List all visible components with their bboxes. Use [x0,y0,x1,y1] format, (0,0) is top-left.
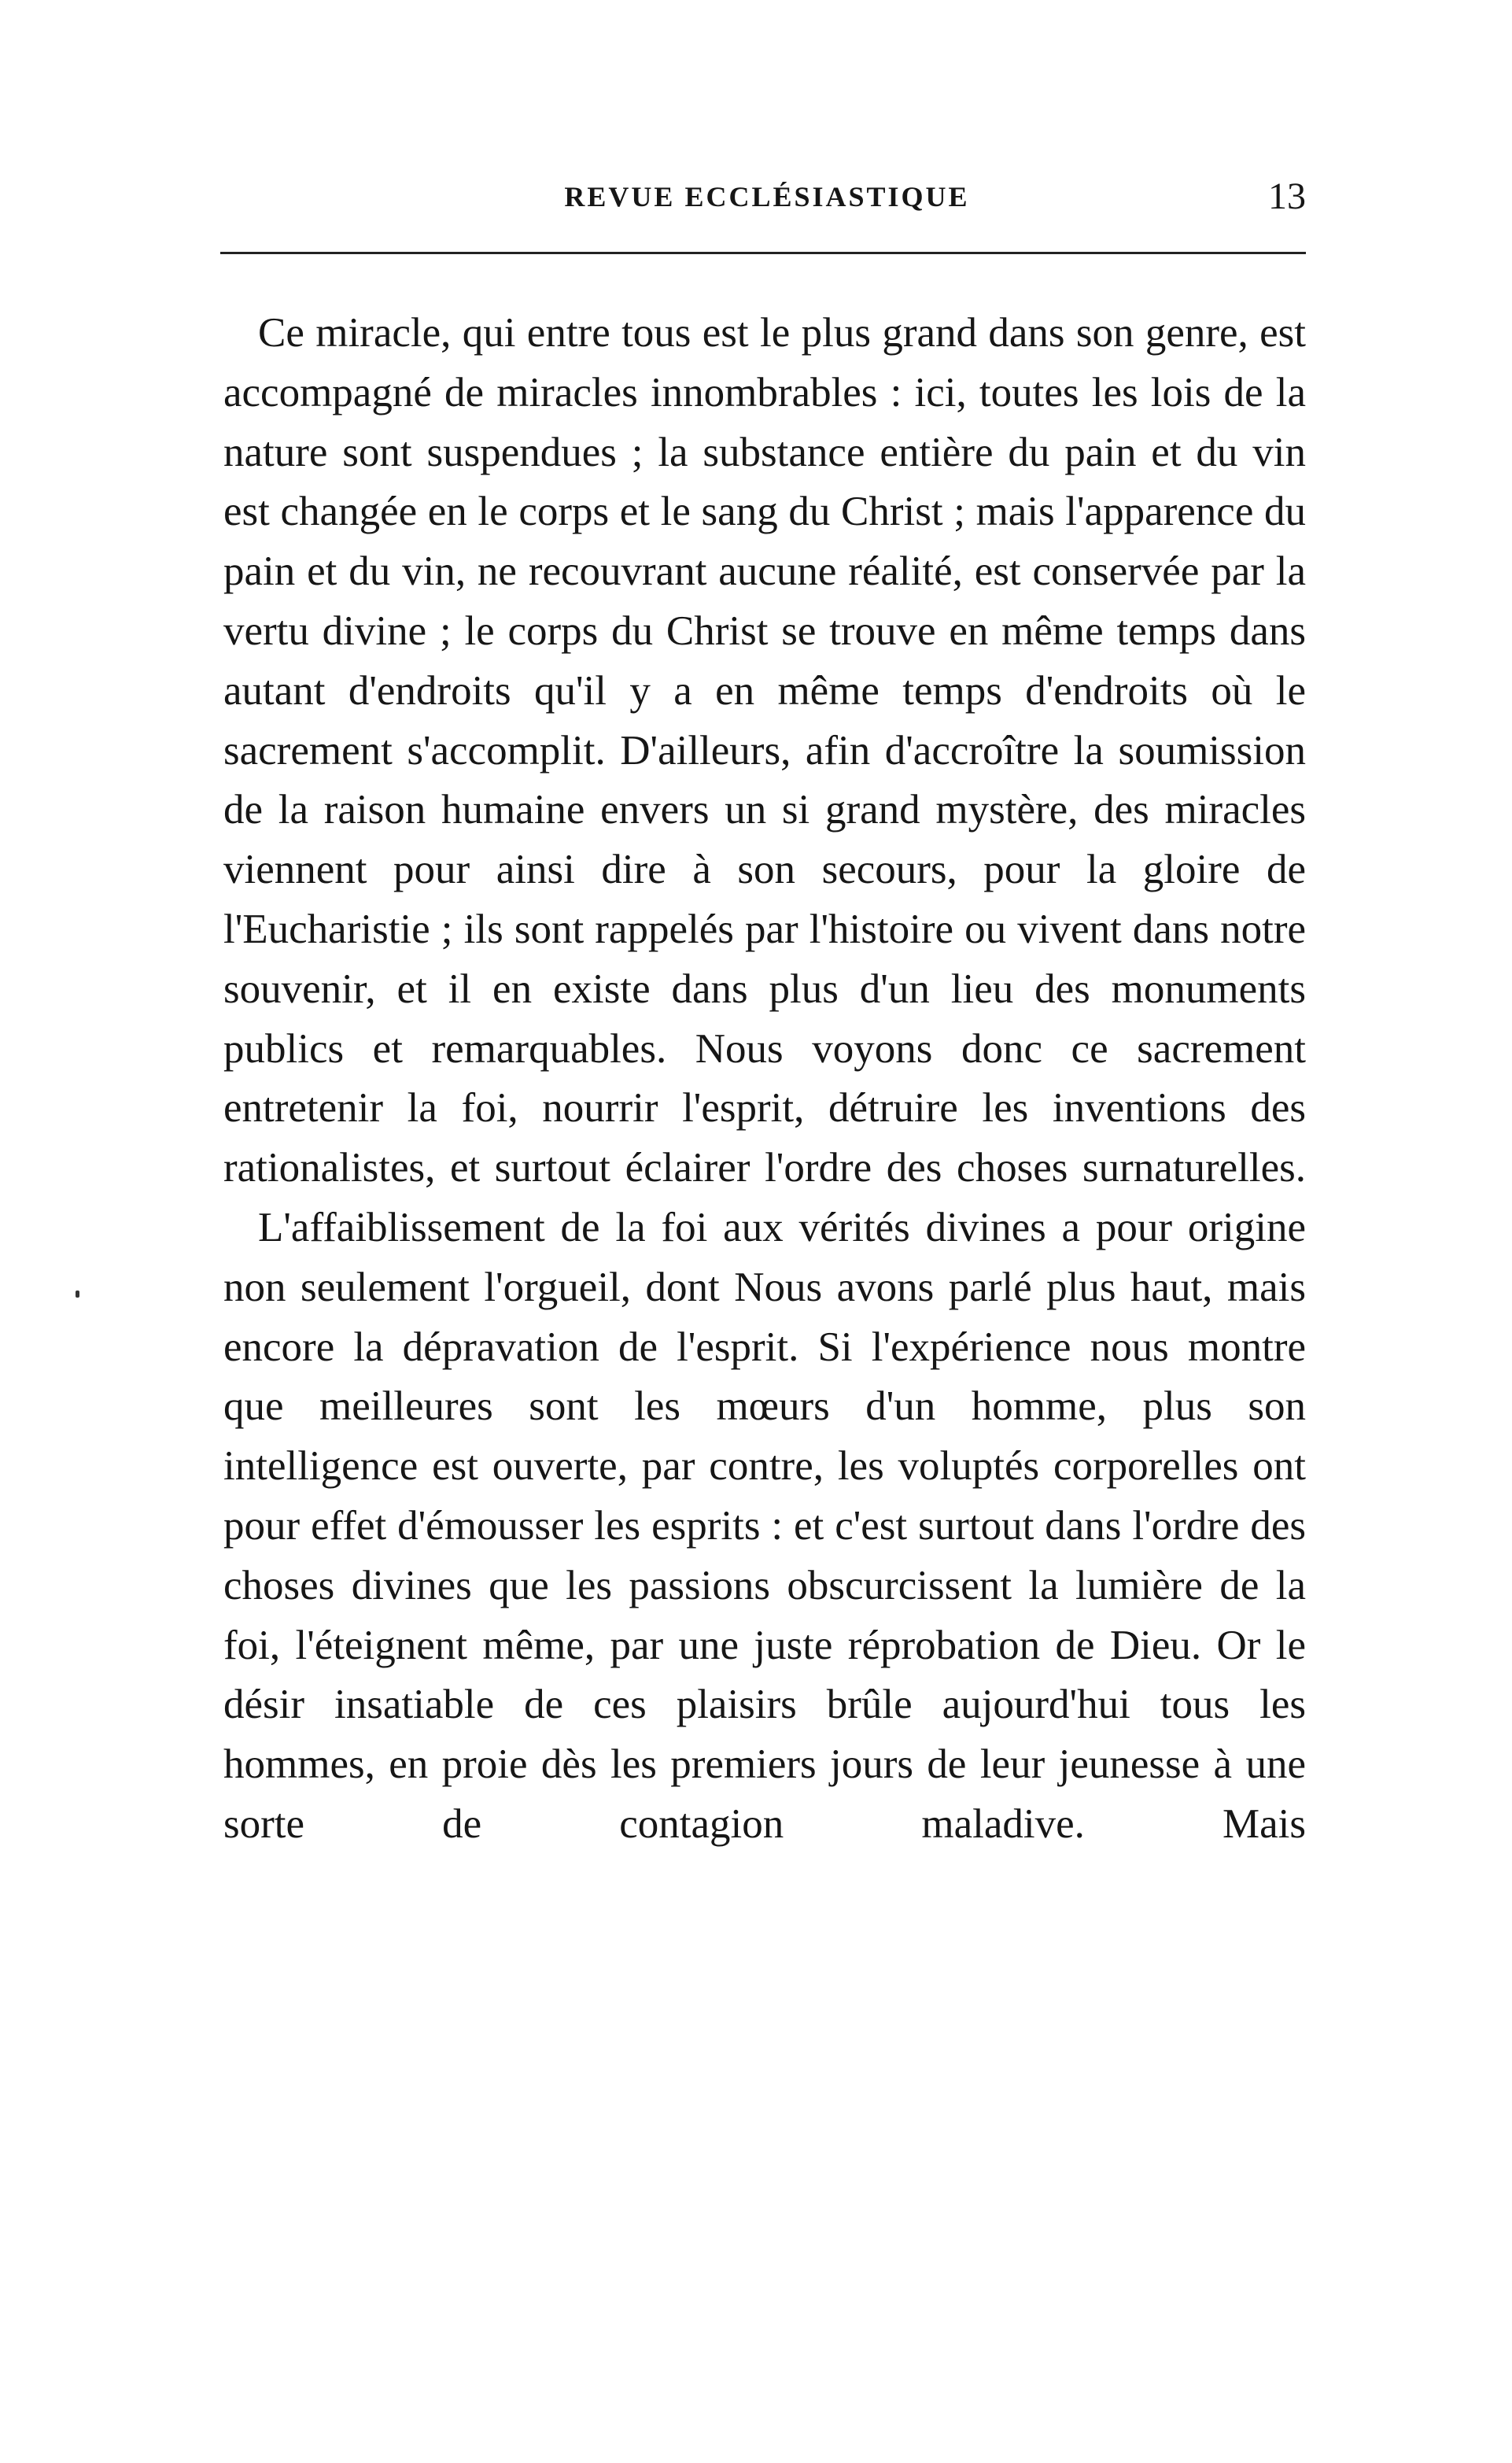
body-text [223,304,1306,1855]
page-number: 13 [1268,175,1306,217]
margin-ink-mark [76,1291,79,1298]
header-rule [220,252,1306,254]
running-title: REVUE ECCLÉSIASTIQUE [564,181,970,212]
paragraph-2: L'affaiblissement de la foi aux vérités divines a pour origine non seulement l'orgueil, dont Nous avons parlé plus haut, mais encore la dépravation de l'esprit. Si l'expérience nous montre que meilleures sont les mœurs d'un homme, plus son intelligence est ouverte, par contre, les voluptés corporelles ont pour effet d'émousser les esprits : et c'est surtout dans l'ordre des choses divines que les passions obscurcissent la lumière de la foi, l'éteignent même, par une juste réprobation de Dieu. Or le désir insatiable de ces plaisirs brûle aujourd'hui tous les hommes, en proie dès les premiers jours de leur jeunesse à une sorte de contagion maladive. Mais [223,1204,1306,1847]
running-head [228,173,1306,220]
paragraph-1: Ce miracle, qui entre tous est le plus grand dans son genre, est accompagné de miracles innombrables : ici, toutes les lois de la nature sont suspendues ; la substance entière du pain et du vin est changée en le corps et le sang du Christ ; mais l'apparence du pain et du vin, ne recouvrant aucune réalité, est conservée par la vertu divine ; le corps du Christ se trouve en même temps dans autant d'endroits qu'il y a en même temps d'endroits où le sacrement s'accomplit. D'ailleurs, afin d'accroître la soumission de la raison humaine envers un si grand mystère, des miracles viennent pour ainsi dire à son secours, pour la gloire de l'Eucharistie ; ils sont rappelés par l'histoire ou vivent dans notre souvenir, et il en existe dans plus d'un lieu des monuments publics et remarquables. Nous voyons donc ce sacrement entretenir la foi, nourrir l'esprit, détruire les inventions des rationalistes, et surtout éclairer l'ordre des choses surnaturelles. [223,310,1306,1191]
